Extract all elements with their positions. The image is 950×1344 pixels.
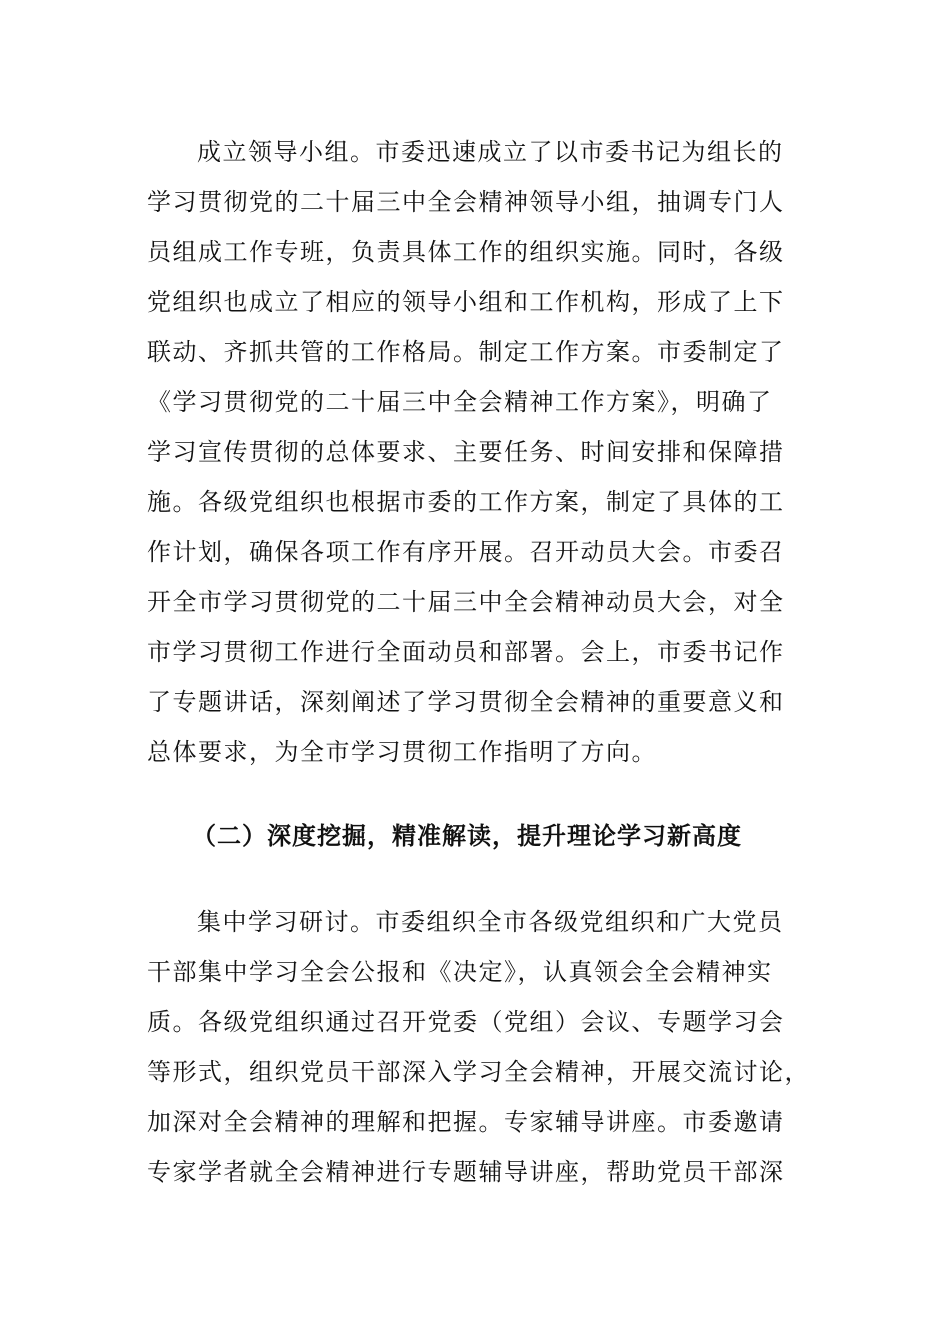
text-line: 加深对全会精神的理解和把握。专家辅导讲座。市委邀请 <box>147 1108 785 1136</box>
text-line: 施。各级党组织也根据市委的工作方案，制定了具体的工 <box>147 488 785 516</box>
body-paragraph-study <box>147 897 810 1197</box>
text-line: 质。各级党组织通过召开党委（党组）会议、专题学习会 <box>147 1008 785 1036</box>
text-line: 联动、齐抓共管的工作格局。制定工作方案。市委制定了 <box>147 338 785 366</box>
text-line: 员组成工作专班，负责具体工作的组织实施。同时，各级 <box>147 238 785 266</box>
text-line: 作计划，确保各项工作有序开展。召开动员大会。市委召 <box>147 538 785 566</box>
text-line: 党组织也成立了相应的领导小组和工作机构，形成了上下 <box>147 288 785 316</box>
section-heading: （二）深度挖掘，精准解读，提升理论学习新高度 <box>192 822 742 850</box>
text-line: 成立领导小组。市委迅速成立了以市委书记为组长的 <box>197 138 784 166</box>
text-line: 了专题讲话，深刻阐述了学习贯彻全会精神的重要意义和 <box>147 688 785 716</box>
body-paragraph-leadership <box>147 127 787 777</box>
text-line: 干部集中学习全会公报和《决定》，认真领会全会精神实 <box>147 958 773 986</box>
text-line: 学习宣传贯彻的总体要求、主要任务、时间安排和保障措 <box>147 438 785 466</box>
text-line: 市学习贯彻工作进行全面动员和部署。会上，市委书记作 <box>147 638 785 666</box>
text-line: 学习贯彻党的二十届三中全会精神领导小组，抽调专门人 <box>147 188 785 216</box>
text-line: 开全市学习贯彻党的二十届三中全会精神动员大会，对全 <box>147 588 785 616</box>
text-line: 《学习贯彻党的二十届三中全会精神工作方案》，明确了 <box>147 388 773 416</box>
text-line: 等形式，组织党员干部深入学习全会精神，开展交流讨论， <box>147 1058 810 1086</box>
text-line: 集中学习研讨。市委组织全市各级党组织和广大党员 <box>197 908 784 936</box>
text-line: 专家学者就全会精神进行专题辅导讲座，帮助党员干部深 <box>147 1158 785 1186</box>
text-line: 总体要求，为全市学习贯彻工作指明了方向。 <box>147 738 657 766</box>
